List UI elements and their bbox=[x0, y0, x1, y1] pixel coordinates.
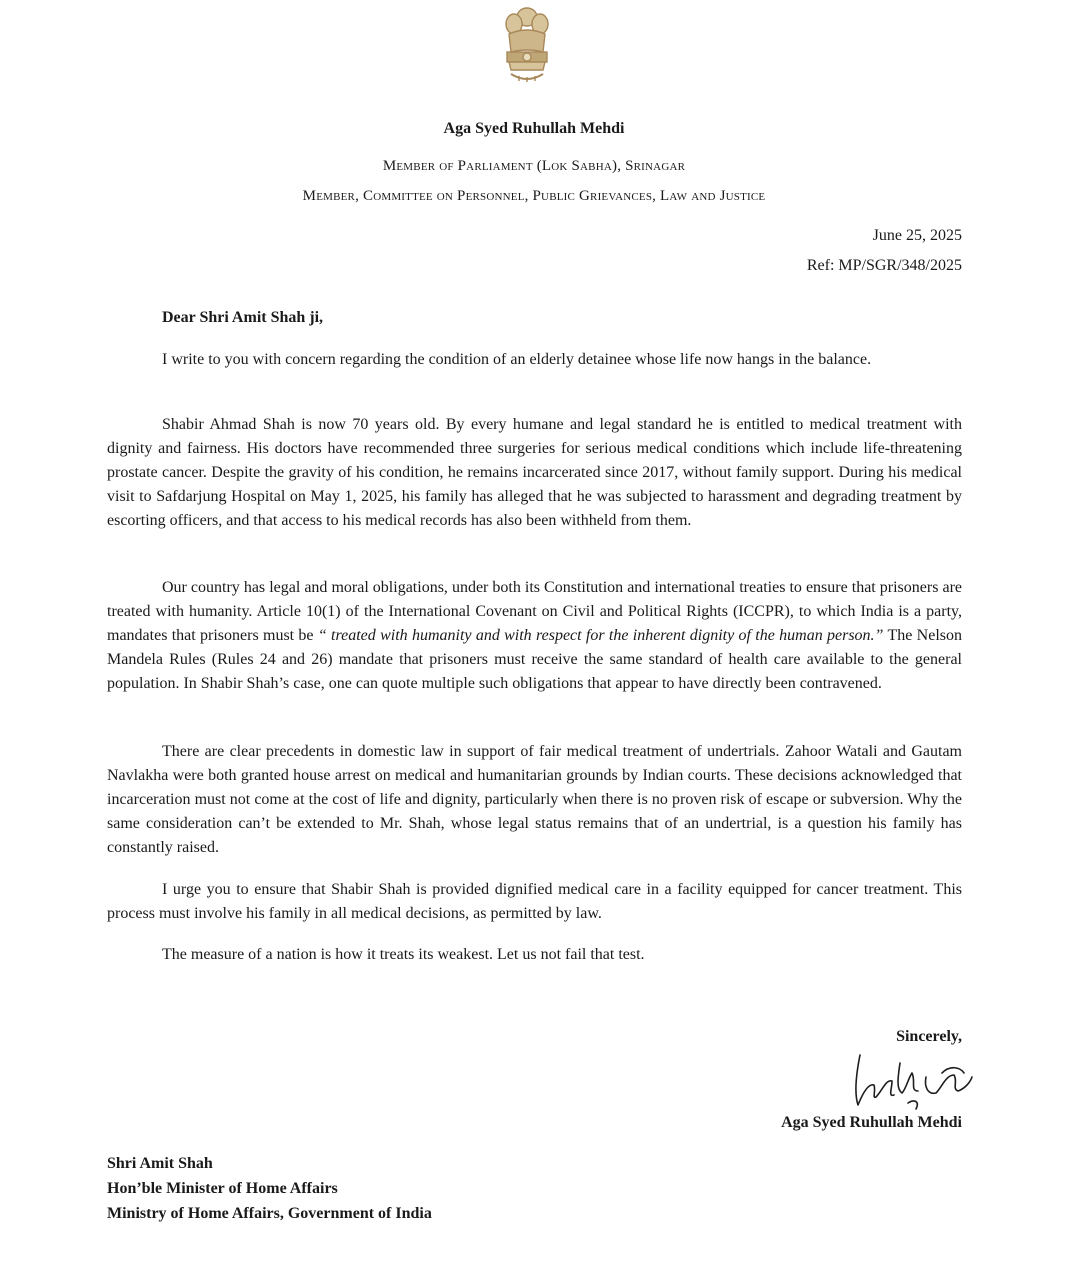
salutation: Dear Shri Amit Shah ji, bbox=[162, 309, 324, 326]
paragraph-3 bbox=[107, 576, 962, 696]
paragraph-3-text-b: The Nelson Mandela Rules (Rules 24 and 26) mandate that prisoners must receive the same standard of health care available to the general population. In Shabir Shah’s case, one can quote multiple such obligations that appear to have directly been contravened. bbox=[107, 627, 963, 692]
addressee-name: Shri Amit Shah bbox=[107, 1155, 213, 1172]
addressee-title: Hon’ble Minister of Home Affairs bbox=[107, 1180, 338, 1197]
state-emblem-icon bbox=[497, 4, 557, 86]
handwritten-signature bbox=[846, 1045, 976, 1117]
signatory-name: Aga Syed Ruhullah Mehdi bbox=[781, 1114, 962, 1131]
paragraph-1: I write to you with concern regarding the condition of an elderly detainee whose life now hangs in the balance. bbox=[162, 351, 872, 368]
paragraph-2: Shabir Ahmad Shah is now 70 years old. By every humane and legal standard he is entitled to medical treatment with dignity and fairness. His doctors have recommended three surgeries for serious medical conditions which include life-threatening prostate cancer. Despite the gravity of his condition, he remains incarcerated since 2017, without family support. During his medical visit to Safdarjung Hospital on May 1, 2025, his family has alleged that he was subjected to harassment and degrading treatment by escorting officers, and that access to his medical records has also been withheld from them. bbox=[107, 416, 962, 529]
paragraph-4: There are clear precedents in domestic law in support of fair medical treatment of undertrials. Zahoor Watali and Gautam Navlakha were both granted house arrest on medical and humanitarian grounds by Indian courts. These decisions acknowledged that incarceration must not come at the cost of life and dignity, particularly when there is no proven risk of escape or subversion. Why the same consideration can’t be extended to Mr. Shah, whose legal status remains that of an undertrial, is a question his family has constantly raised. bbox=[107, 743, 962, 856]
closing-sincerely: Sincerely, bbox=[896, 1028, 962, 1045]
iccpr-quote: “ treated with humanity and with respect for the inherent dignity of the human person.” bbox=[317, 627, 884, 644]
sender-committee: Member, Committee on Personnel, Public Grievances, Law and Justice bbox=[302, 188, 766, 204]
sender-designation: Member of Parliament (Lok Sabha), Srinagar bbox=[382, 158, 686, 174]
sender-name: Aga Syed Ruhullah Mehdi bbox=[443, 120, 625, 137]
paragraph-5: I urge you to ensure that Shabir Shah is provided dignified medical care in a facility equipped for cancer treatment. This process must involve his family in all medical decisions, as permitted by law. bbox=[107, 881, 962, 922]
paragraph-3-text-a: Our country has legal and moral obligations, under both its Constitution and international treaties to ensure that prisoners are treated with humanity. Article 10(1) of the International Covenant on Civil and Political Rights (ICCPR), to which India is a party, mandates that prisoners must be bbox=[107, 579, 962, 644]
letter-date: June 25, 2025 bbox=[872, 227, 962, 244]
letter-reference: Ref: MP/SGR/348/2025 bbox=[806, 257, 962, 274]
paragraph-6: The measure of a nation is how it treats its weakest. Let us not fail that test. bbox=[162, 946, 645, 963]
addressee-ministry: Ministry of Home Affairs, Government of India bbox=[107, 1205, 432, 1222]
